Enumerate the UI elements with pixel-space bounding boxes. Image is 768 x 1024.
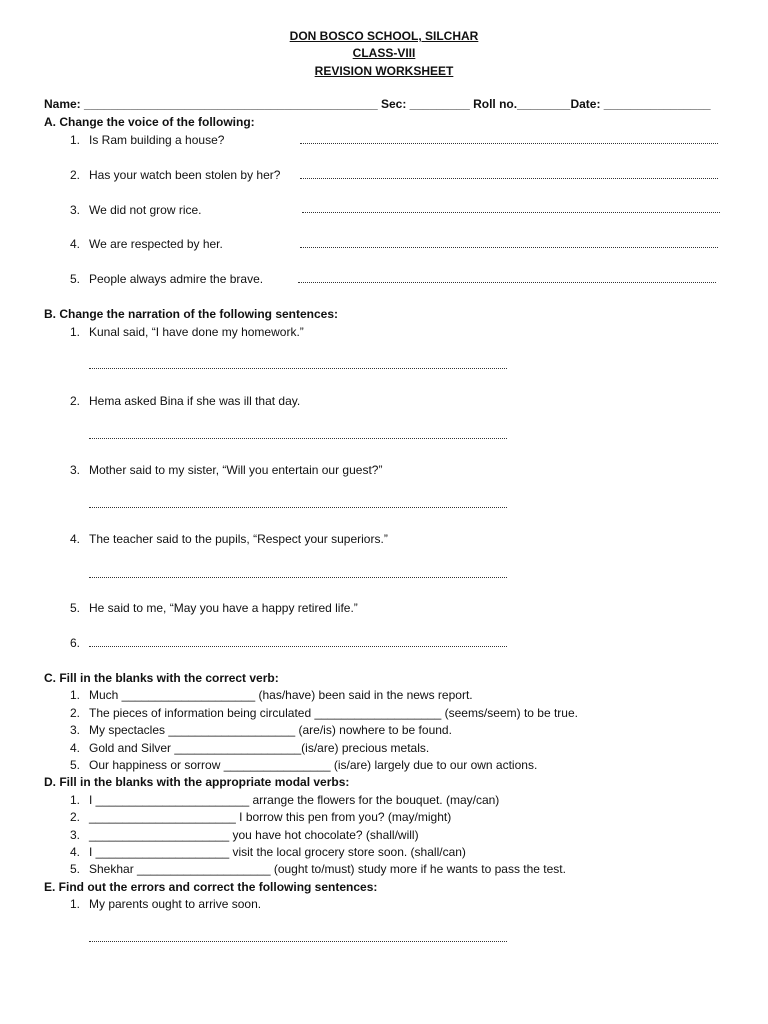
class-label: CLASS-VIII [352, 46, 416, 60]
answer-line[interactable] [89, 577, 507, 578]
answer-line[interactable] [89, 646, 507, 647]
question-text: My parents ought to arrive soon. [89, 897, 262, 911]
question-text: Mother said to my sister, “Will you entertain our guest?” [89, 463, 383, 477]
question-number: 3. [69, 723, 80, 737]
question-number: 2. [69, 168, 80, 182]
section-a-heading: A. Change the voice of the following: [44, 115, 255, 129]
answer-line[interactable] [300, 178, 718, 179]
answer-line[interactable] [300, 143, 718, 144]
question-number: 2. [69, 706, 80, 720]
question-number: 1. [69, 325, 80, 339]
answer-line[interactable] [302, 212, 720, 213]
question-text: We did not grow rice. [89, 203, 202, 217]
section-d-heading: D. Fill in the blanks with the appropriate modal verbs: [44, 775, 350, 789]
student-info-line[interactable]: Name: ____________________________________________ Sec: _________ Roll no.________Date: ________________ [44, 97, 711, 111]
question-text: People always admire the brave. [89, 272, 264, 286]
question-text: My spectacles ___________________ (are/is) nowhere to be found. [89, 723, 452, 737]
question-text: Shekhar ____________________ (ought to/must) study more if he wants to pass the test. [89, 862, 566, 876]
school-name: DON BOSCO SCHOOL, SILCHAR [289, 29, 479, 43]
question-number: 3. [69, 828, 80, 842]
question-number: 5. [69, 758, 80, 772]
question-number: 1. [69, 897, 80, 911]
question-text: Much ____________________ (has/have) been said in the news report. [89, 688, 473, 702]
question-number: 6. [69, 636, 80, 650]
question-number: 1. [69, 793, 80, 807]
question-number: 4. [69, 237, 80, 251]
question-text: Kunal said, “I have done my homework.” [89, 325, 304, 339]
question-text: I _______________________ arrange the flowers for the bouquet. (may/can) [89, 793, 500, 807]
section-c-heading: C. Fill in the blanks with the correct verb: [44, 671, 279, 685]
question-number: 1. [69, 688, 80, 702]
question-number: 4. [69, 532, 80, 546]
question-text: Is Ram building a house? [89, 133, 225, 147]
question-number: 5. [69, 601, 80, 615]
answer-line[interactable] [89, 438, 507, 439]
question-number: 5. [69, 272, 80, 286]
question-text: Gold and Silver ___________________(is/are) precious metals. [89, 741, 430, 755]
question-text: Hema asked Bina if she was ill that day. [89, 394, 301, 408]
answer-line[interactable] [89, 941, 507, 942]
section-b-heading: B. Change the narration of the following sentences: [44, 307, 339, 321]
section-e-heading: E. Find out the errors and correct the following sentences: [44, 880, 378, 894]
question-number: 3. [69, 203, 80, 217]
question-text: Our happiness or sorrow ________________ (is/are) largely due to our own actions. [89, 758, 538, 772]
question-text: He said to me, “May you have a happy retired life.” [89, 601, 358, 615]
question-number: 4. [69, 845, 80, 859]
question-text: ______________________ I borrow this pen from you? (may/might) [89, 810, 452, 824]
answer-line[interactable] [298, 282, 716, 283]
question-text: Has your watch been stolen by her? [89, 168, 281, 182]
question-number: 1. [69, 133, 80, 147]
question-text: We are respected by her. [89, 237, 223, 251]
question-number: 2. [69, 394, 80, 408]
answer-line[interactable] [89, 507, 507, 508]
question-text: The pieces of information being circulated ___________________ (seems/seem) to be true. [89, 706, 578, 720]
question-number: 2. [69, 810, 80, 824]
answer-line[interactable] [89, 368, 507, 369]
question-text: _____________________ you have hot chocolate? (shall/will) [89, 828, 419, 842]
worksheet-title: REVISION WORKSHEET [314, 64, 454, 78]
question-number: 3. [69, 463, 80, 477]
answer-line[interactable] [300, 247, 718, 248]
question-number: 4. [69, 741, 80, 755]
question-text: The teacher said to the pupils, “Respect your superiors.” [89, 532, 388, 546]
question-number: 5. [69, 862, 80, 876]
question-text: I ____________________ visit the local grocery store soon. (shall/can) [89, 845, 466, 859]
